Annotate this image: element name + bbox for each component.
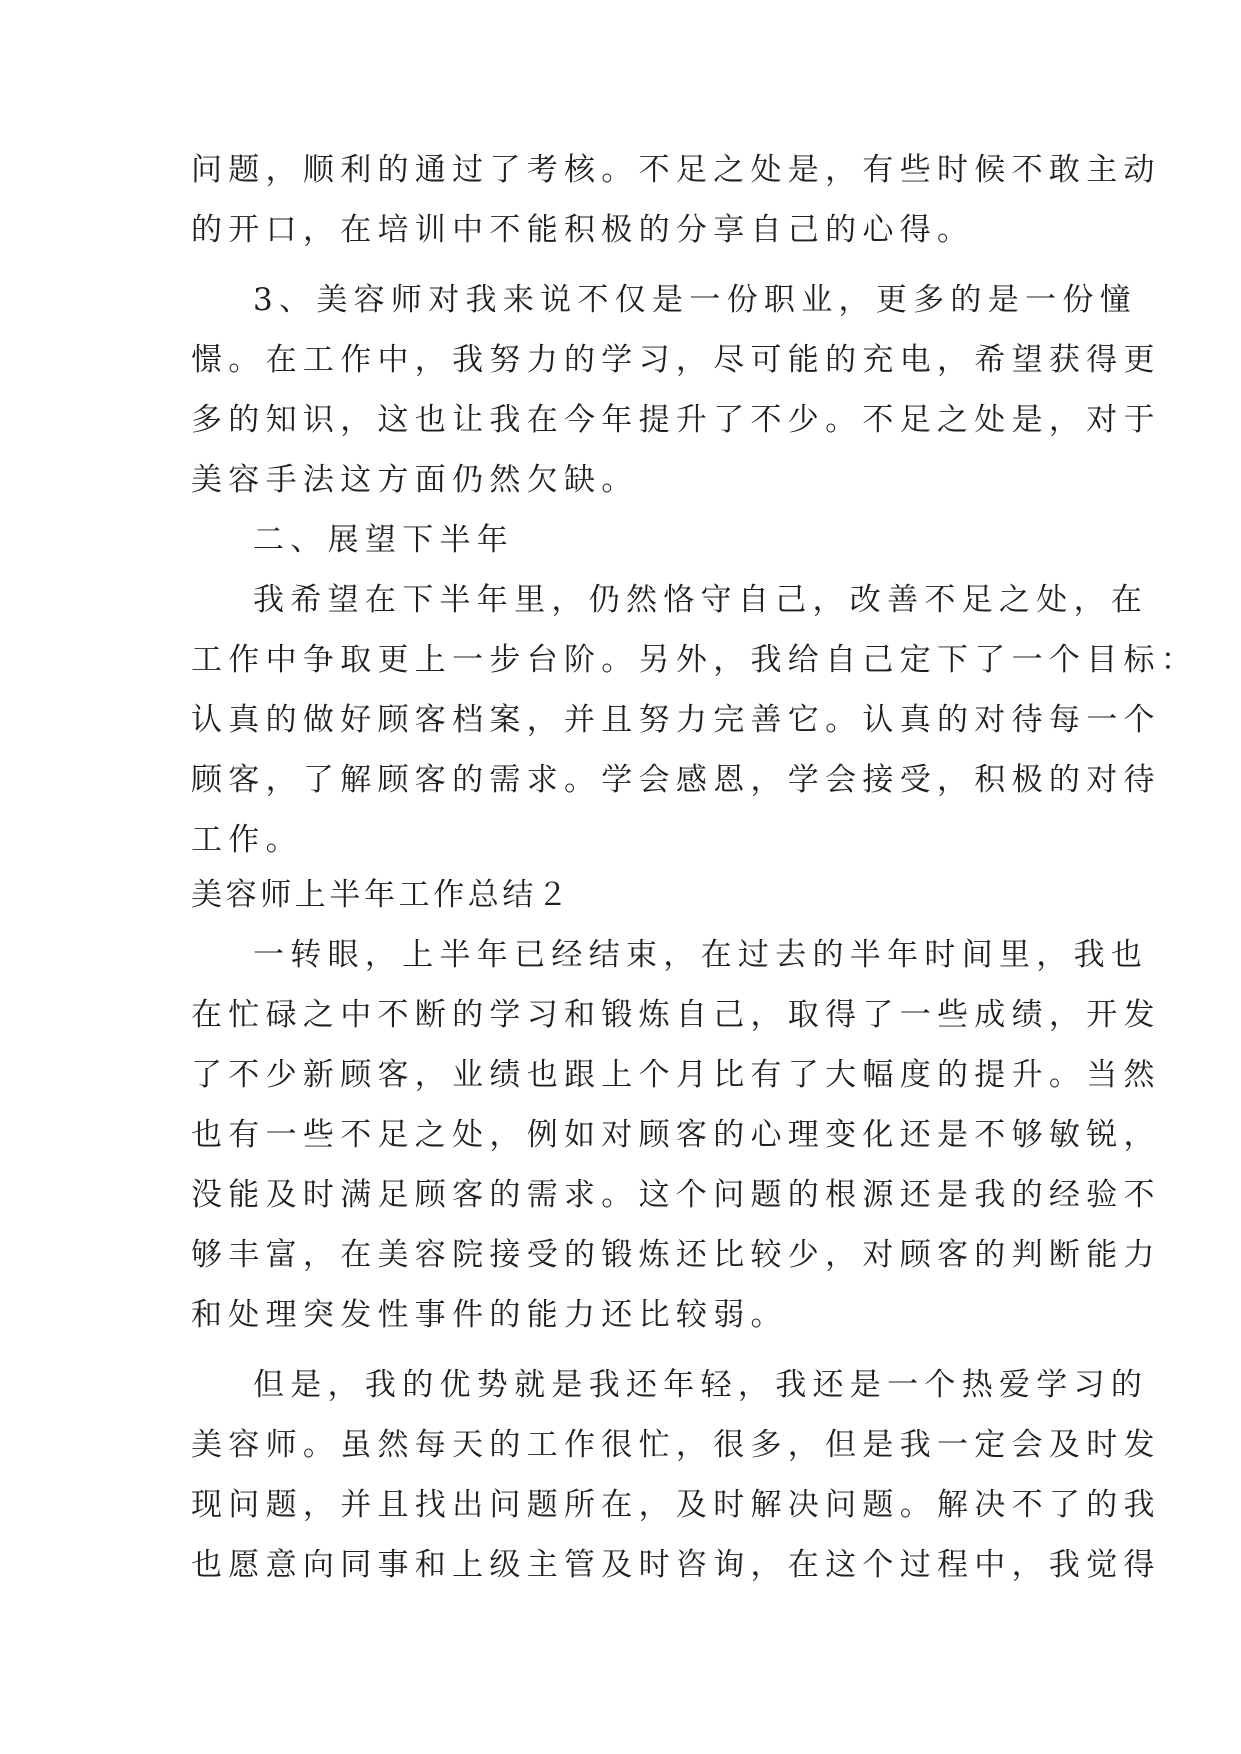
- section-heading: 二、展望下半年: [253, 522, 515, 558]
- text-line: 多的知识，这也让我在今年提升了不少。不足之处是，对于: [191, 402, 1161, 438]
- text-line: 顾客，了解顾客的需求。学会感恩，学会接受，积极的对待: [191, 762, 1161, 798]
- text-line: 的开口，在培训中不能积极的分享自己的心得。: [191, 212, 975, 248]
- text-line: 美容手法这方面仍然欠缺。: [191, 462, 639, 498]
- text-line: 工作。: [191, 822, 303, 858]
- text-line: 认真的做好顾客档案，并且努力完善它。认真的对待每一个: [191, 702, 1161, 738]
- text-line: 也有一些不足之处，例如对顾客的心理变化还是不够敏锐，: [191, 1117, 1161, 1153]
- text-line: 3、美容师对我来说不仅是一份职业，更多的是一份憧: [253, 282, 1137, 318]
- text-line: 一转眼，上半年已经结束，在过去的半年时间里，我也: [253, 937, 1149, 973]
- text-line: 和处理突发性事件的能力还比较弱。: [191, 1297, 788, 1333]
- text-line: 够丰富，在美容院接受的锻炼还比较少，对顾客的判断能力: [191, 1237, 1161, 1273]
- document-title: 美容师上半年工作总结２: [191, 877, 572, 913]
- text-line: 工作中争取更上一步台阶。另外，我给自己定下了一个目标：: [191, 642, 1199, 678]
- text-line: 但是，我的优势就是我还年轻，我还是一个热爱学习的: [253, 1367, 1149, 1403]
- text-line: 憬。在工作中，我努力的学习，尽可能的充电，希望获得更: [191, 342, 1161, 378]
- text-line: 也愿意向同事和上级主管及时咨询，在这个过程中，我觉得: [191, 1547, 1161, 1583]
- text-line: 现问题，并且找出问题所在，及时解决问题。解决不了的我: [191, 1487, 1161, 1523]
- text-line: 美容师。虽然每天的工作很忙，很多，但是我一定会及时发: [191, 1427, 1161, 1463]
- text-line: 没能及时满足顾客的需求。这个问题的根源还是我的经验不: [191, 1177, 1161, 1213]
- text-line: 在忙碌之中不断的学习和锻炼自己，取得了一些成绩，开发: [191, 997, 1161, 1033]
- text-line: 了不少新顾客，业绩也跟上个月比有了大幅度的提升。当然: [191, 1057, 1161, 1093]
- text-line: 问题，顺利的通过了考核。不足之处是，有些时候不敢主动: [191, 152, 1161, 188]
- text-line: 我希望在下半年里，仍然恪守自己，改善不足之处，在: [253, 582, 1149, 618]
